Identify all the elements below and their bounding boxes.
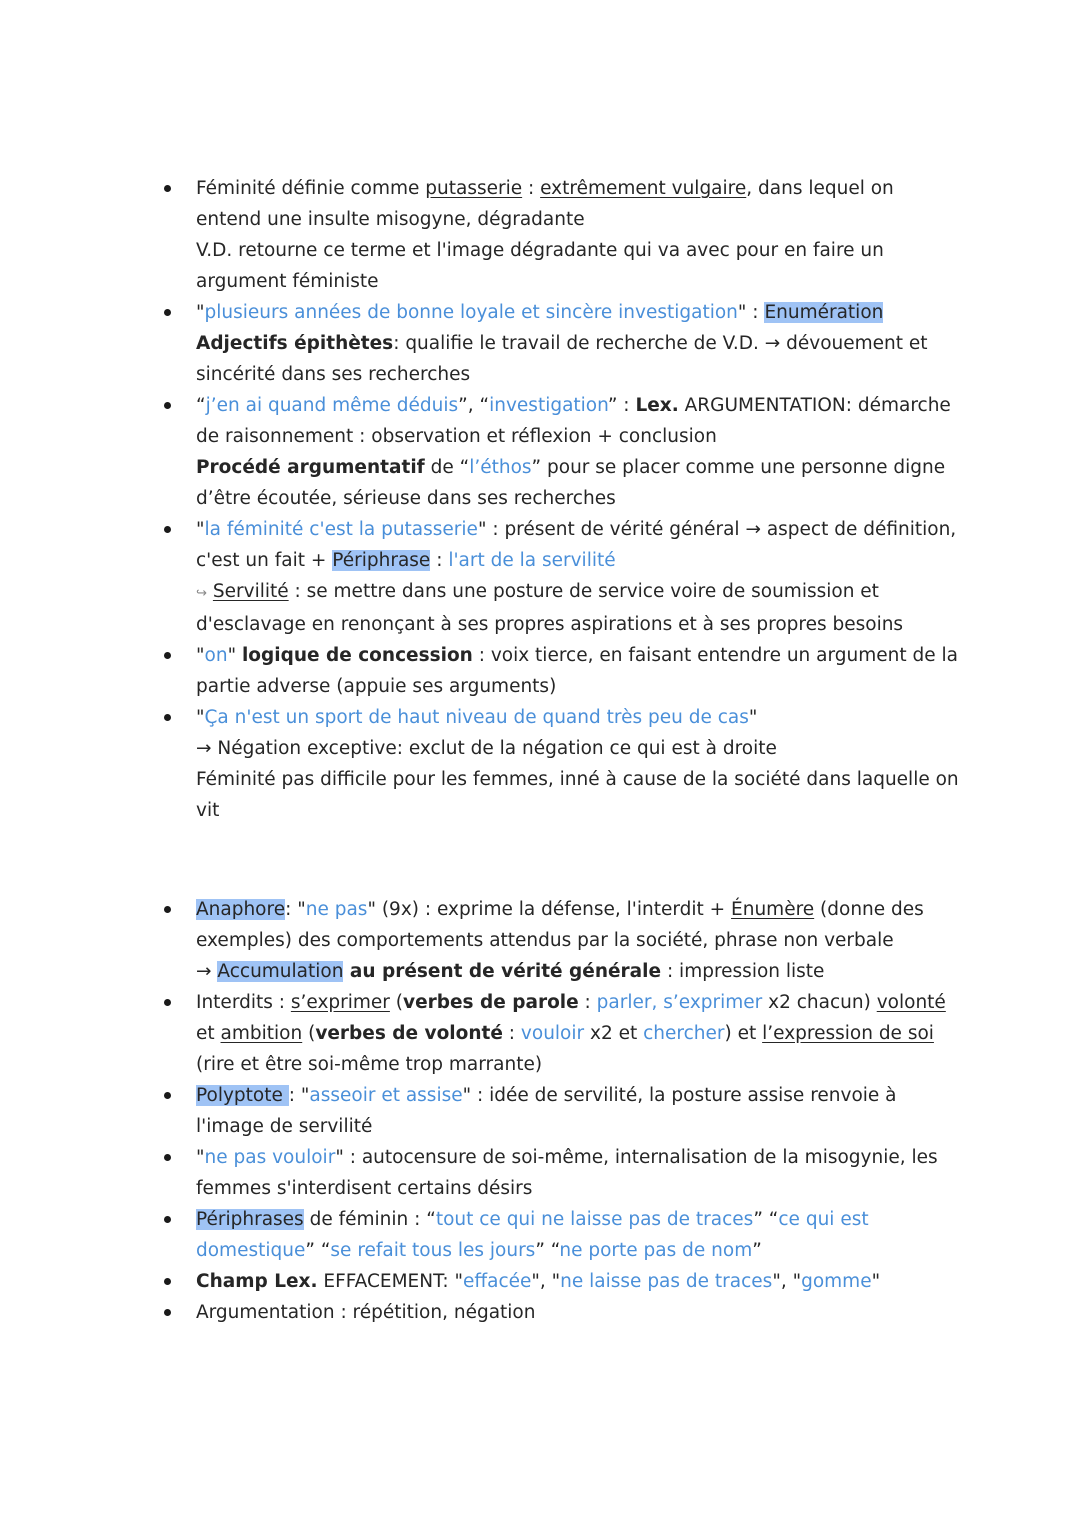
- quote-text: asseoir et assise: [309, 1085, 463, 1106]
- text: : impression liste: [661, 961, 825, 982]
- text: ", ": [772, 1271, 802, 1292]
- highlighted-term: Enumération: [764, 302, 884, 323]
- text: " : autocensure de soi-même, internalisation de la misogynie, les: [335, 1147, 938, 1168]
- text: ": [227, 645, 242, 666]
- text: ” “: [753, 1209, 779, 1230]
- text: ) et: [724, 1023, 763, 1044]
- list-item: [0, 987, 1080, 1080]
- bold-term: Champ Lex.: [196, 1271, 318, 1292]
- text: c'est un fait +: [196, 550, 333, 571]
- text: " : idée de servilité, la posture assise renvoie à: [462, 1085, 897, 1106]
- text: “: [196, 395, 206, 416]
- underlined-term: s’exprimer: [290, 992, 390, 1013]
- text: :: [522, 178, 541, 199]
- text: de féminin : “: [303, 1209, 436, 1230]
- text: :: [578, 992, 597, 1013]
- notes-section-2: [0, 894, 1080, 1328]
- bold-term: Lex.: [635, 395, 679, 416]
- text-line: de raisonnement : observation et réflexion + conclusion: [196, 426, 717, 447]
- text-line: → Négation exceptive: exclut de la négation ce qui est à droite: [196, 738, 777, 759]
- text: (donne des: [814, 899, 924, 920]
- text: ": [748, 707, 758, 728]
- text: ” “: [305, 1240, 331, 1261]
- text: ": [196, 645, 205, 666]
- text: x2 chacun): [762, 992, 877, 1013]
- quote-text: j’en ai quand même déduis: [205, 395, 459, 416]
- quote-text: ne pas: [305, 899, 368, 920]
- text-line: vit: [196, 800, 220, 821]
- list-item: [0, 1297, 1080, 1328]
- quote-text: ne laisse pas de traces: [560, 1271, 773, 1292]
- underlined-term: Servilité: [212, 581, 289, 602]
- list-item: [0, 514, 1080, 640]
- text-line: Argumentation : répétition, négation: [196, 1302, 536, 1323]
- list-item: [0, 1080, 1080, 1142]
- list-item: [0, 640, 1080, 702]
- text-line: (rire et être soi-même trop marrante): [196, 1054, 543, 1075]
- quote-text: vouloir: [520, 1023, 585, 1044]
- quote-text: ce qui est: [778, 1209, 869, 1230]
- text-line: argument féministe: [196, 271, 379, 292]
- list-item: [0, 1142, 1080, 1204]
- list-item: [0, 894, 1080, 987]
- text: Féminité définie comme: [196, 178, 426, 199]
- text: " : présent de vérité général → aspect de définition,: [477, 519, 957, 540]
- text: ” :: [607, 395, 636, 416]
- text: : se mettre dans une posture de service voire de soumission et: [288, 581, 879, 602]
- text-line: Féminité pas difficile pour les femmes, inné à cause de la société dans laquelle on: [196, 769, 959, 790]
- text: ARGUMENTATION: démarche: [678, 395, 951, 416]
- text: :: [430, 550, 449, 571]
- text: :: [502, 1023, 521, 1044]
- highlighted-term: Accumulation: [217, 961, 344, 982]
- quote-text: effacée: [462, 1271, 532, 1292]
- underlined-term: ambition: [220, 1023, 303, 1044]
- quote-text: domestique: [196, 1240, 306, 1261]
- list-item: [0, 1266, 1080, 1297]
- text: ": [196, 302, 205, 323]
- text: , dans lequel on: [746, 178, 894, 199]
- text-line: d'esclavage en renonçant à ses propres aspirations et à ses propres besoins: [196, 614, 904, 635]
- quote-text: l’éthos: [469, 457, 532, 478]
- text-line: femmes s'interdisent certains désirs: [196, 1178, 533, 1199]
- text: (: [389, 992, 404, 1013]
- list-item: [0, 297, 1080, 390]
- underlined-term: Énumère: [731, 899, 815, 920]
- text: Interdits :: [196, 992, 291, 1013]
- bold-term: au présent de vérité générale: [343, 961, 662, 982]
- text: EFFACEMENT: ": [317, 1271, 463, 1292]
- hook-arrow-icon: ↪: [196, 586, 207, 601]
- quote-text: se refait tous les jours: [330, 1240, 536, 1261]
- underlined-term: extrêmement vulgaire: [540, 178, 747, 199]
- list-item: [0, 390, 1080, 514]
- highlighted-term: Anaphore: [196, 899, 286, 920]
- bold-term: Adjectifs épithètes: [196, 333, 394, 354]
- underlined-term: l’expression de soi: [762, 1023, 934, 1044]
- quote-text: plusieurs années de bonne loyale et sincère investigation: [204, 302, 738, 323]
- text-line: exemples) des comportements attendus par la société, phrase non verbale: [196, 930, 894, 951]
- highlighted-term: Polyptote: [196, 1085, 289, 1106]
- quote-text: parler, s’exprimer: [596, 992, 763, 1013]
- notes-section-1: [0, 173, 1080, 826]
- bold-term: logique de concession: [241, 645, 473, 666]
- bold-term: verbes de volonté: [315, 1023, 503, 1044]
- quote-text: l'art de la servilité: [448, 550, 616, 571]
- text: ” pour se placer comme une personne digne: [531, 457, 946, 478]
- underlined-term: volonté: [876, 992, 946, 1013]
- text: : ": [285, 899, 306, 920]
- text: ": [196, 519, 205, 540]
- quote-text: chercher: [643, 1023, 725, 1044]
- text: ": [196, 707, 205, 728]
- text: : ": [288, 1085, 310, 1106]
- text-line: d’être écoutée, sérieuse dans ses recherches: [196, 488, 616, 509]
- quote-text: ne porte pas de nom: [559, 1240, 753, 1261]
- text: : qualifie le travail de recherche de V.D. → dévouement et: [393, 333, 928, 354]
- text: x2 et: [584, 1023, 644, 1044]
- text: ": [871, 1271, 881, 1292]
- text: de “: [424, 457, 470, 478]
- text: ": [196, 1147, 205, 1168]
- list-item: [0, 173, 1080, 297]
- text-line: entend une insulte misogyne, dégradante: [196, 209, 585, 230]
- highlighted-term: Périphrase: [332, 550, 431, 571]
- quote-text: Ça n'est un sport de haut niveau de quand très peu de cas: [204, 707, 749, 728]
- text-line: sincérité dans ses recherches: [196, 364, 471, 385]
- text: ", ": [531, 1271, 561, 1292]
- bold-term: verbes de parole: [403, 992, 579, 1013]
- underlined-term: putasserie: [425, 178, 523, 199]
- quote-text: tout ce qui ne laisse pas de traces: [435, 1209, 754, 1230]
- text: →: [196, 961, 218, 982]
- text: " (9x) : exprime la défense, l'interdit +: [367, 899, 732, 920]
- text-line: l'image de servilité: [196, 1116, 373, 1137]
- quote-text: investigation: [489, 395, 608, 416]
- text: ” “: [535, 1240, 560, 1261]
- text-line: V.D. retourne ce terme et l'image dégradante qui va avec pour en faire un: [196, 240, 884, 261]
- list-item: [0, 702, 1080, 826]
- text: ”: [752, 1240, 762, 1261]
- quote-text: gomme: [801, 1271, 872, 1292]
- quote-text: la féminité c'est la putasserie: [204, 519, 478, 540]
- text-line: partie adverse (appuie ses arguments): [196, 676, 557, 697]
- text: et: [196, 1023, 221, 1044]
- quote-text: on: [204, 645, 228, 666]
- list-item: [0, 1204, 1080, 1266]
- text: ”, “: [458, 395, 490, 416]
- text: " :: [737, 302, 765, 323]
- text: (: [302, 1023, 316, 1044]
- text: : voix tierce, en faisant entendre un argument de la: [472, 645, 958, 666]
- highlighted-term: Périphrases: [196, 1209, 304, 1230]
- bold-term: Procédé argumentatif: [196, 457, 425, 478]
- quote-text: ne pas vouloir: [204, 1147, 336, 1168]
